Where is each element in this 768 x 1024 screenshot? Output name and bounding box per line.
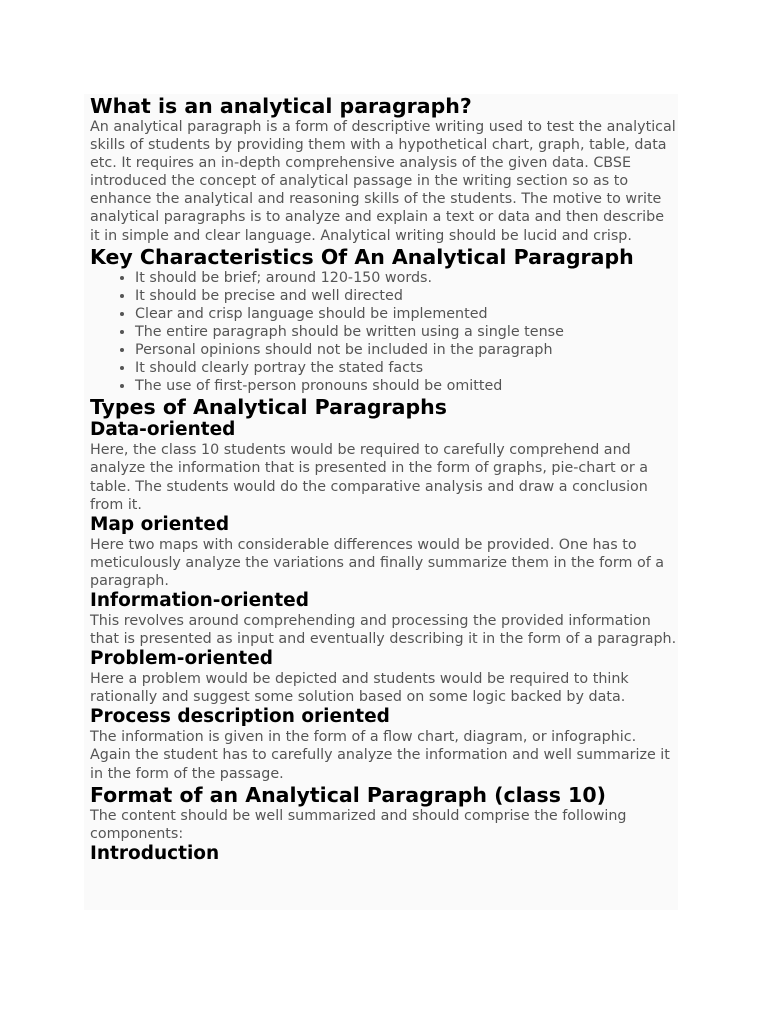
list-item: • The use of first-person pronouns should be omitted xyxy=(135,377,678,395)
list-item: • Clear and crisp language should be implemented xyxy=(135,305,678,323)
characteristics-heading: Key Characteristics Of An Analytical Paragraph xyxy=(90,244,634,269)
format-subheading: Introduction xyxy=(90,842,220,864)
type-text-map: Here two maps with considerable differences would be provided. One has to meticulously analyze the variations and finally summarize them in the form of a paragraph. xyxy=(90,536,665,589)
type-text-data: Here, the class 10 students would be required to carefully comprehend and analyze the information that is presented in the form of graphs, pie-chart or a table. The students would do the comparative analysis and draw a conclusion from it. xyxy=(90,442,649,513)
characteristics-list xyxy=(90,269,678,396)
list-item: • It should be precise and well directed xyxy=(135,287,678,305)
type-heading-process: Process description oriented xyxy=(90,706,390,728)
list-item: • It should be brief; around 120-150 words. xyxy=(135,269,678,287)
page-title: What is an analytical paragraph? xyxy=(90,94,472,118)
format-paragraph: The content should be well summarized and should comprise the following components: xyxy=(90,807,627,842)
list-item: • It should clearly portray the stated facts xyxy=(135,359,678,377)
document-page xyxy=(84,94,678,910)
type-text-process: The information is given in the form of a flow chart, diagram, or infographic. Again the student has to carefully analyze the information and well summarize it in the form of the passage. xyxy=(90,729,670,782)
format-heading: Format of an Analytical Paragraph (class 10) xyxy=(90,782,606,807)
type-heading-problem: Problem-oriented xyxy=(90,648,274,670)
list-item: • The entire paragraph should be written using a single tense xyxy=(135,323,678,341)
type-text-information: This revolves around comprehending and processing the provided information that is presented as input and eventually describing it in the form of a paragraph. xyxy=(90,612,677,648)
type-heading-map: Map oriented xyxy=(90,513,230,535)
list-item: • Personal opinions should not be included in the paragraph xyxy=(135,341,678,359)
type-heading-information: Information-oriented xyxy=(90,589,309,611)
type-heading-data: Data-oriented xyxy=(90,419,236,441)
intro-paragraph: An analytical paragraph is a form of descriptive writing used to test the analytical skills of students by providing them with a hypothetical chart, graph, table, data etc. It requires an in-depth comprehensive analysis of the given data. CBSE introduced the concept of analytical passage in the writing section so as to enhance the analytical and reasoning skills of the students. The motive to write analytical paragraphs is to analyze and explain a text or data and then describe it in simple and clear language. Analytical writing should be lucid and crisp. xyxy=(90,119,676,244)
types-heading: Types of Analytical Paragraphs xyxy=(90,395,447,420)
type-text-problem: Here a problem would be depicted and students would be required to think rationally and suggest some solution based on some logic backed by data. xyxy=(90,671,629,706)
